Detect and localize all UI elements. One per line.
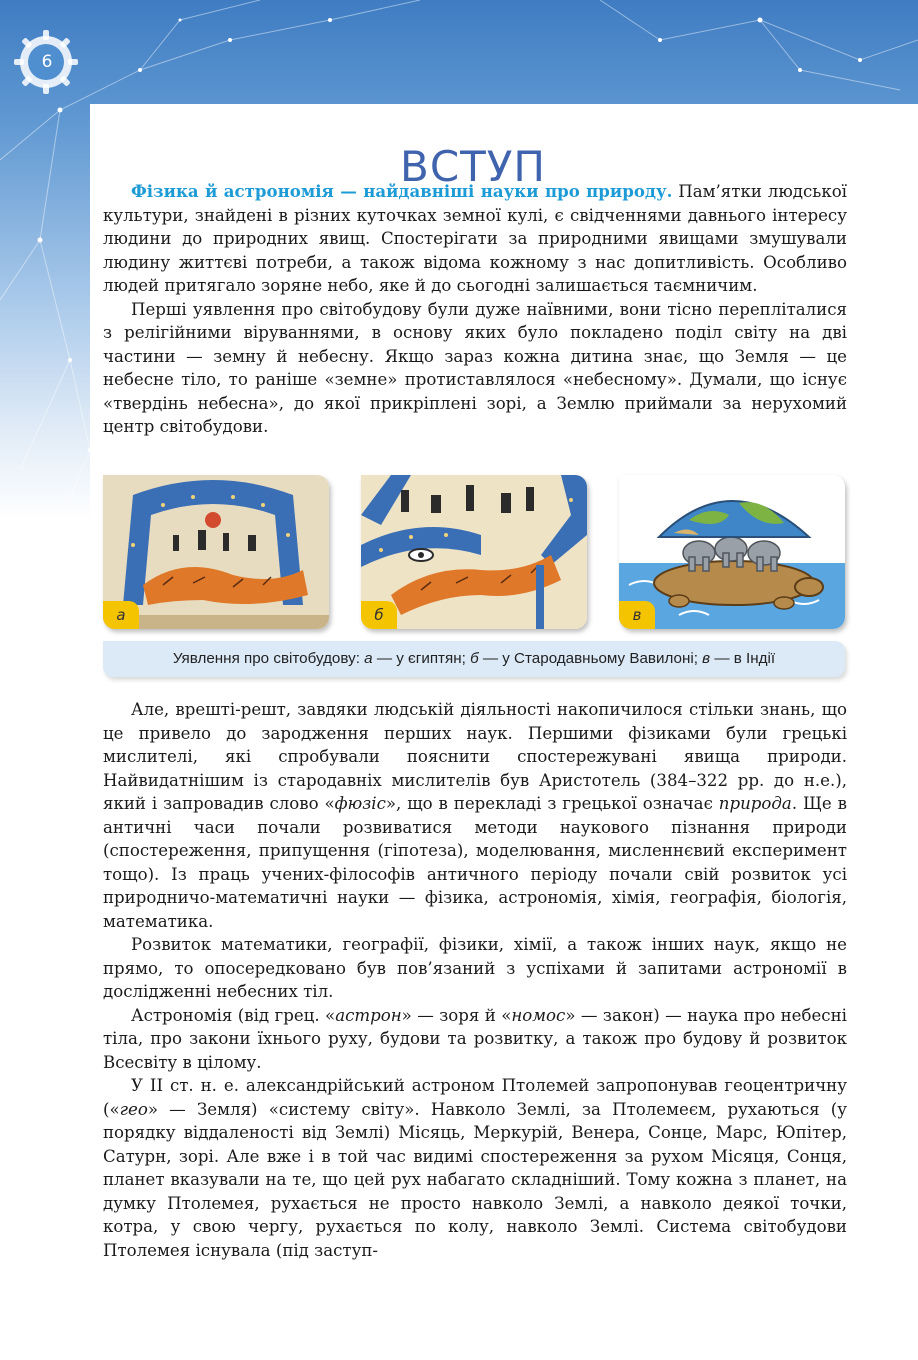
- figures-row: [103, 475, 845, 685]
- paragraph-3-part3: . Ще в античні часи почали розвиватися методи наукового пізнання природи (спостереження, припущення (гіпотеза), моделювання, мисленнєвий експеримент тощо). Із праць учених-філософів античного періоду почали свій розвиток усі природничо-математичні науки — фізика, астрономія, хімія, географія, біологія, математика.: [103, 794, 847, 931]
- paragraph-6-part1: У II ст. н. е. александрійський астроном Птолемей запропонував геоцентричну («: [103, 1076, 847, 1119]
- paragraph-2: Перші уявлення про світобудову були дуже наївними, вони тісно перепліталися з релігійними віруваннями, в основу яких було покладено поділ світу на дві частини — земну й небесну. Якщо зараз кожна дитина знає, що Земля — це небесне тіло, то раніше «земне» протиставлялося «небесному». Думали, що існує «твердінь небесна», до якої прикріплені зорі, а Землю приймали за нерухомий центр світобудови.: [103, 299, 847, 436]
- figure-a: [103, 475, 329, 629]
- figure-b-label: б: [361, 601, 397, 629]
- intro-lead: Фізика й астрономія — найдавніші науки про природу.: [131, 181, 673, 201]
- figure-c: [619, 475, 845, 629]
- paragraph-3-part2: », що в перекладі з грецької означає: [385, 794, 719, 813]
- intro-rest: Пам’ятки людської культури, знайдені в різних куточках земної кулі, є свідченнями давнього інтересу людини до природних явищ. Спостерігати за природними явищами змушували людину життєві потреби, а також відома кожному з нас допитливість. Особливо людей притягало зоряне небо, яке й до сьогодні залишається таємничим.: [103, 182, 847, 295]
- paragraph-5-part1: Астрономія (від грец. «: [131, 1005, 336, 1025]
- text-block-bottom: [103, 698, 847, 1262]
- figure-b: [361, 475, 587, 629]
- caption-b: б: [470, 650, 479, 667]
- term-nomos: номос: [511, 1005, 566, 1025]
- paragraph-5: [103, 1004, 847, 1075]
- intro-paragraph: [103, 180, 847, 298]
- caption-c-text: — в Індії: [710, 650, 776, 667]
- caption-b-text: — у Стародавньому Вавилоні;: [478, 650, 703, 667]
- page-number: 6: [41, 52, 53, 72]
- figure-caption: [103, 641, 845, 677]
- paragraph-5-part2: » — зоря й «: [401, 1005, 512, 1025]
- page-title: ВСТУП: [400, 142, 546, 192]
- caption-a: а: [364, 650, 373, 667]
- caption-c: в: [702, 650, 711, 667]
- term-astron: астрон: [335, 1005, 402, 1025]
- figure-a-label: а: [103, 601, 139, 629]
- paragraph-6-part2: » — Земля) «систему світу». Навколо Землі, за Птолемеєм, рухаються (у порядку віддаленості від Землі) Місяць, Меркурій, Венера, Сонце, Марс, Юпітер, Сатурн, зорі. Але вже і в той час видимі спостереження за рухом Місяця, Сонця, планет вказували на те, що цей рух набагато складніший. Тому кожна з планет, на думку Птолемея, рухається не просто навколо Землі, а навколо деякої точки, котра, у свою чергу, рухається по колу, навколо Землі. Система світобудови Птолемея існувала (під заступ-: [103, 1099, 847, 1260]
- paragraph-3: [103, 698, 847, 933]
- caption-prefix: Уявлення про світобудову:: [172, 650, 365, 667]
- paragraph-6: [103, 1074, 847, 1262]
- figure-c-label: в: [619, 601, 655, 629]
- term-pryroda: природа: [718, 794, 792, 813]
- paragraph-4: Розвиток математики, географії, фізики, хімії, а також інших наук, якщо не прямо, то опосередковано був пов’язаний з успіхами й запитами астрономії в дослідженні небесних тіл.: [103, 935, 847, 1001]
- caption-a-text: — у єгиптян;: [372, 650, 471, 667]
- paragraph-3-part1: Але, врешті-решт, завдяки людській діяльності накопичилося стільки знань, що це привело до зародження перших наук. Першими фізиками були грецькі мислителі, які спробували пояснити спостережувані явища природи. Найвидатнішим із стародавніх мислителів був Аристотель (384–322 рр. до н.е.), який і запровадив слово «: [103, 700, 847, 813]
- term-fyuzis: фюзіс: [334, 794, 386, 813]
- paragraph-5-part3: » — закон) — наука про небесні тіла, про закони їхнього руху, будови та розвитку, а також про будову й розвиток Всесвіту в цілому.: [103, 1005, 847, 1072]
- text-block-top: [103, 180, 847, 439]
- term-geo: гео: [119, 1099, 148, 1119]
